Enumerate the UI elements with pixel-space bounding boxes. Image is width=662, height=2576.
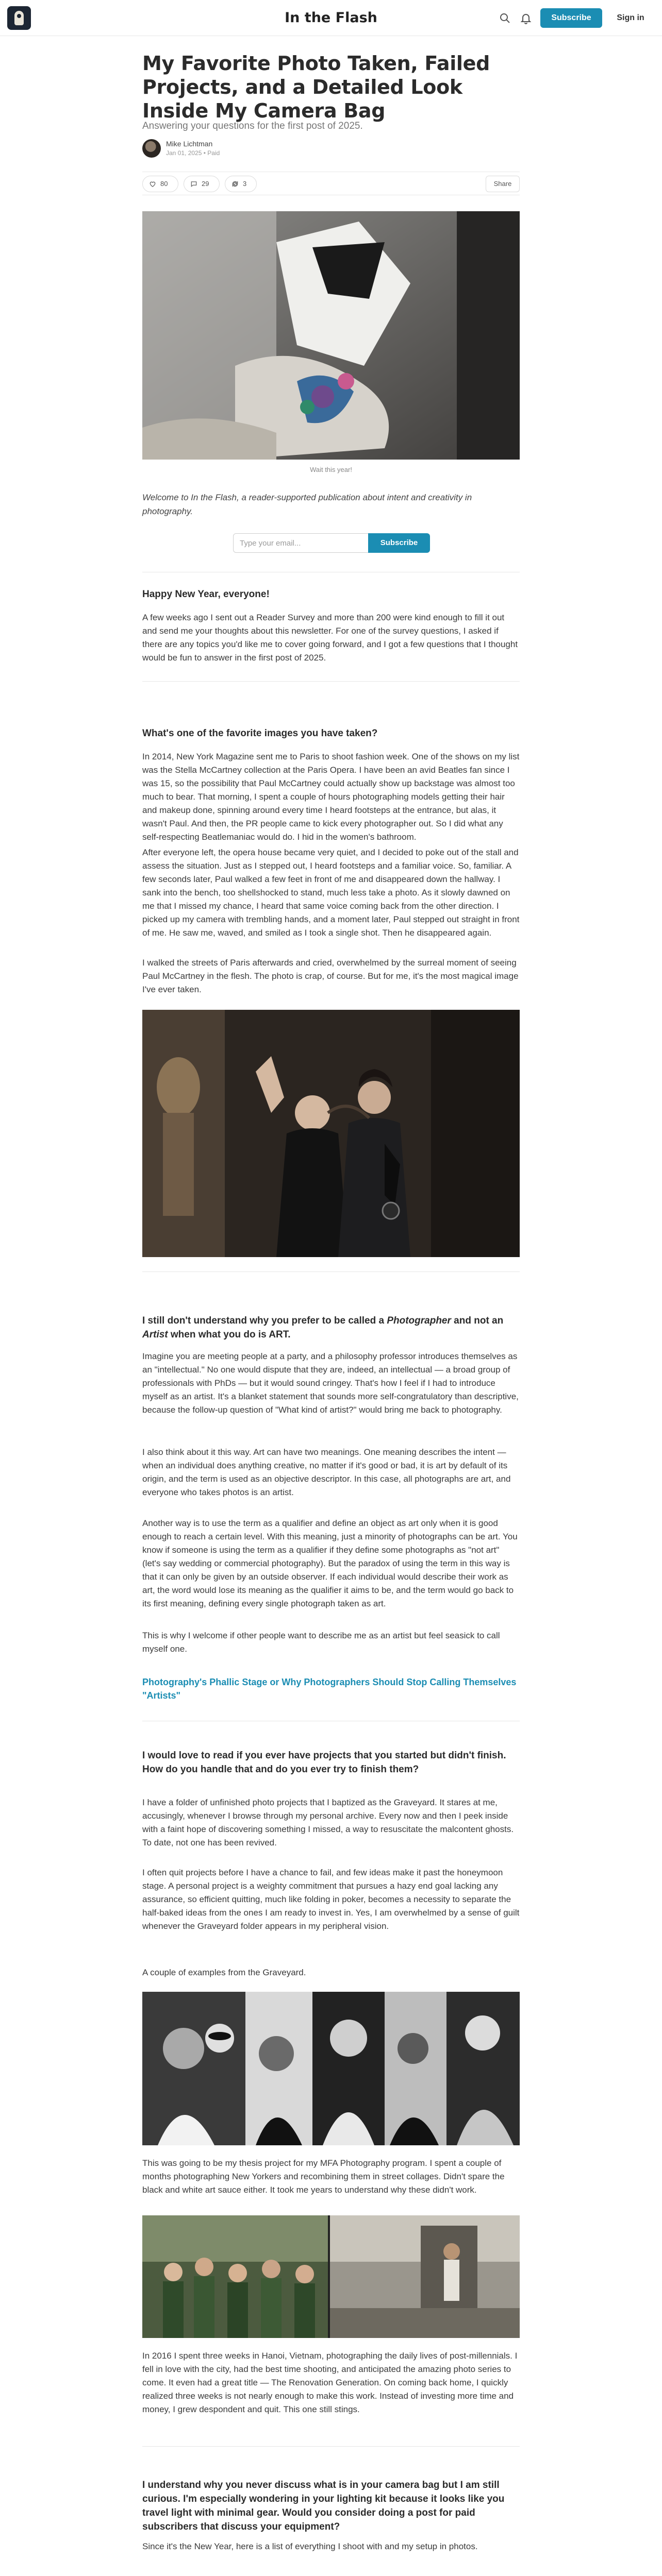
paragraph: Another way is to use the term as a qualifier and define an object as art only when it is good enough to reach a certain level. With this meaning, just a minority of photographs can be art. You know if someone is using the term as a qualifier if they define some photographs as "not art" (let's say wedding or commercial photography). But the paradox of using the term in this way is that it can only be given by an outside observer. If each individual would describe their work as art, the word would lose its meaning as the qualifier it aims to be, and the term would go back to its first meaning, defining every single photograph taken as art. [142,1518,518,1608]
paragraph: This is why I welcome if other people want to describe me as an artist but feel seasick to call myself one. [142,1631,500,1654]
question-heading [142,1314,520,1342]
divider [142,681,520,682]
bell-icon[interactable] [520,12,532,24]
question-heading: I would love to read if you ever have projects that you started but didn't finish. How do you handle that and do you ever try to finish them? [142,1750,506,1775]
intro-publication-name: In the Flash [191,493,237,502]
hanoi-photos-illustration [142,2215,520,2338]
comment-icon [190,180,197,188]
paragraph: Imagine you are meeting people at a party, and a philosophy professor introduces themselves as an "intellectual." No one would dispute that they are, indeed, an intellectual — a broad group of professionals with PhDs — but it would sound cringey. That's how I feel if I had to introduce myself as an artist. It's a blanket statement that sounds more self-congratulatory than descriptive, because the follow-up question of "What kind of artist?" would bring me back to photography. [142,1351,519,1415]
restack-icon [231,180,239,188]
like-count: 80 [160,180,168,188]
question-part: and not an [451,1315,504,1326]
comment-count: 29 [202,180,209,188]
paragraph: In 2014, New York Magazine sent me to Paris to shoot fashion week. One of the shows on my list was the Stella McCartney collection at the Paris Opera. I have been an avid Beatles fan since I was 15, so the possibility that Paul McCartney could actually show up backstage was almost too much to bear. That morning, I spent a couple of hours photographing models getting their hair and makeup done, spinning around every time I heard footsteps at the entrance, but alas, it wasn't Paul. And then, the PR people came to kick every photographer out. So I did what any self-respecting Beatlemaniac would do. I hid in the women's bathroom. [142,752,520,842]
hero-photo-illustration [142,211,520,460]
post-date: Jan 01, 2025 • Paid [166,149,220,157]
question-heading: I understand why you never discuss what is in your camera bag but I am still curious. I'm especially wondering in your lighting kit because it looks like you travel light with minimal gear. Would you consider doing a post for paid subscribers that discuss your equipment? [142,2480,505,2532]
paragraph: After everyone left, the opera house became very quiet, and I decided to poke out of the stall and assess the situation. Just as I stepped out, I heard footsteps and a familiar voice. So, familiar. A few seconds later, Paul walked a few feet in front of me and disappeared down the hallway. I sank into the bench, too shellshocked to stand, much less take a photo. As it slowly dawned on me that I missed my chance, I heard that same voice coming back from the other direction. I picked up my camera with trembling hands, and a moment later, Paul stepped out straight in front of me. He saw me, waved, and smiled as I took a single shot. Then he disappeared again. [142,848,520,938]
publication-title[interactable]: In the Flash [285,10,377,26]
mccartney-photo[interactable] [142,1010,520,1257]
restack-count: 3 [243,180,247,188]
paragraph: A couple of examples from the Graveyard. [142,1968,306,1977]
paragraph: This was going to be my thesis project for my MFA Photography program. I spent a couple of months photographing New Yorkers and recombining them in street collages. Didn't spare the black and white art sauce either. It took me years to understand why these didn't work. [142,2158,505,2195]
comments-button[interactable] [184,176,220,192]
top-bar [0,0,662,36]
intro-suffix: , a reader-supported publication about intent and creativity in photography. [142,493,472,516]
paragraph: Since it's the New Year, here is a list of everything I shoot with and my setup in photos. [142,2541,478,2551]
question-emphasis: Photographer [387,1315,451,1326]
camera-flash-icon [14,11,24,25]
publication-logo[interactable] [7,6,31,30]
post-title: My Favorite Photo Taken, Failed Projects, and a Detailed Look Inside My Camera Bag [142,52,490,122]
paragraph: I walked the streets of Paris afterwards and cried, overwhelmed by the surreal moment of seeing Paul McCartney in the flesh. The photo is crap, of course. But for me, it's the most magical image I've ever taken. [142,958,519,994]
divider [142,2446,520,2447]
hero-caption: Wait this year! [310,466,352,473]
question-emphasis: Artist [142,1329,168,1340]
related-post-link[interactable]: Photography's Phallic Stage or Why Photographers Should Stop Calling Themselves "Artists" [142,1677,517,1701]
post-actions [142,172,520,195]
paragraph: A few weeks ago I sent out a Reader Survey and more than 200 were kind enough to fill it out and send me your thoughts about this newsletter. For one of the survey questions, I asked if there are any topics you'd like me to cover going forward, and I got a few questions that I thought would be fun to answer in the first post of 2025. [142,613,518,663]
email-field[interactable] [233,533,369,553]
author-name[interactable]: Mike Lichtman [166,140,213,148]
heart-icon [149,180,156,188]
hero-photo[interactable] [142,211,520,460]
subscribe-form-button[interactable]: Subscribe [368,533,430,553]
paragraph: I often quit projects before I have a chance to fail, and few ideas make it past the honeymoon stage. A personal project is a weighty commitment that pursues a hazy end goal lacking any assurance, so efficient quitting, much like folding in poker, becomes a necessity to separate the half-baked ideas from the ones I am ready to invest in. Yes, I am overwhelmed by a sense of guilt whenever the Graveyard folder appears in my peripheral vision. [142,1868,520,1931]
like-button[interactable] [142,176,178,192]
author-avatar[interactable] [142,139,161,158]
question-part: when what you do is ART. [168,1329,291,1340]
restack-button[interactable] [225,176,257,192]
question-heading: What's one of the favorite images you have taken? [142,728,378,739]
paragraph: In 2016 I spent three weeks in Hanoi, Vietnam, photographing the daily lives of post-millennials. I fell in love with the city, had the best time shooting, and anticipated the amazing photo series to come. It even had a great title — The Renovation Generation. On coming back home, I quickly realized three weeks is not nearly enough to make this work. Instead of investing more time and money, I grew despondent and quit. This one still stings. [142,2351,518,2414]
mccartney-photo-illustration [142,1010,520,1257]
hanoi-photos[interactable] [142,2215,520,2338]
sign-in-button[interactable]: Sign in [607,8,654,28]
street-collage-photo[interactable] [142,1992,520,2145]
publication-intro [142,490,520,518]
search-icon[interactable] [499,12,511,24]
intro-prefix: Welcome to [142,493,191,502]
question-part: I still don't understand why you prefer to be called a [142,1315,387,1326]
subscribe-button[interactable]: Subscribe [540,8,602,28]
greeting-heading: Happy New Year, everyone! [142,589,270,600]
post-subtitle: Answering your questions for the first post of 2025. [142,121,363,131]
street-collage-illustration [142,1992,520,2145]
paragraph: I also think about it this way. Art can have two meanings. One meaning describes the intent — when an individual does anything creative, no matter if it's good or bad, it is art by default of its origin, and the term is used as an objective descriptor. In this case, all photographs are art, and everyone who takes photos is an artist. [142,1447,511,1497]
share-button[interactable]: Share [486,176,520,192]
paragraph: I have a folder of unfinished photo projects that I baptized as the Graveyard. It stares at me, accusingly, whenever I browse through my personal archive. Every now and then I peek inside with a faint hope of discovering something I missed, a way to resuscitate the malcontent ghosts. To date, not one has been revived. [142,1798,514,1848]
